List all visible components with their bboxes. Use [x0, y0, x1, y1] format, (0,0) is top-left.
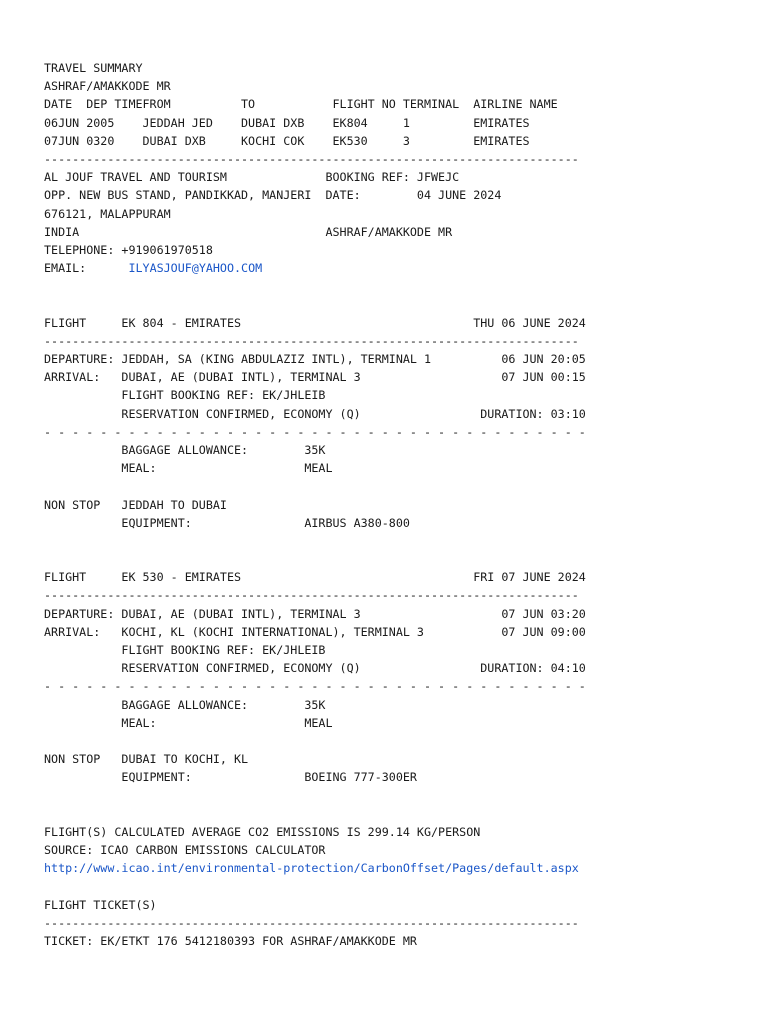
doc-title: TRAVEL SUMMARY [44, 61, 143, 75]
itinerary-header-row: DATE DEP TIMEFROM TO FLIGHT NO TERMINAL AIRLINE NAME [44, 97, 558, 112]
flight-booking-ref: FLIGHT BOOKING REF: EK/JHLEIB [44, 643, 326, 657]
flight-equipment: EQUIPMENT: BOEING 777-300ER [44, 770, 417, 785]
passenger-name: ASHRAF/AMAKKODE MR [44, 79, 171, 94]
spacer [44, 550, 586, 568]
email-label: EMAIL: [44, 261, 129, 276]
flight-arrival: ARRIVAL: KOCHI, KL (KOCHI INTERNATIONAL), TERMINAL 3 07 JUN 09:00 [44, 624, 586, 639]
divider: ---------------------------------------------------------------------------- [44, 588, 579, 603]
agency-line: 676121, MALAPPURAM [44, 206, 171, 221]
flight-baggage: BAGGAGE ALLOWANCE: 35K [44, 442, 326, 457]
flight-booking-ref: FLIGHT BOOKING REF: EK/JHLEIB [44, 388, 326, 403]
divider: ---------------------------------------------------------------------------- [44, 333, 579, 348]
agency-line: INDIA ASHRAF/AMAKKODE MR [44, 224, 453, 239]
divider: ---------------------------------------------------------------------------- [44, 151, 579, 166]
spacer [44, 477, 586, 495]
flight-departure: DEPARTURE: JEDDAH, SA (KING ABDULAZIZ INTL), TERMINAL 1 06 JUN 20:05 [44, 352, 586, 366]
icao-link[interactable]: http://www.icao.int/environmental-protection/CarbonOffset/Pages/default.aspx [44, 861, 579, 876]
flight-equipment: EQUIPMENT: AIRBUS A380-800 [44, 515, 410, 530]
flight-reservation: RESERVATION CONFIRMED, ECONOMY (Q) DURATION: 03:10 [44, 406, 586, 421]
spacer [44, 532, 586, 550]
email-link[interactable]: ILYASJOUF@YAHOO.COM [128, 261, 263, 276]
itinerary-row: 06JUN 2005 JEDDAH JED DUBAI DXB EK804 1 EMIRATES [44, 115, 530, 130]
divider: ---------------------------------------------------------------------------- [44, 915, 579, 930]
flight-title: FLIGHT EK 804 - EMIRATES THU 06 JUNE 2024 [44, 315, 586, 330]
flight-baggage: BAGGAGE ALLOWANCE: 35K [44, 697, 326, 712]
spacer [44, 877, 586, 895]
flight-route: NON STOP DUBAI TO KOCHI, KL [44, 752, 249, 767]
flight-departure: DEPARTURE: DUBAI, AE (DUBAI INTL), TERMINAL 3 07 JUN 03:20 [44, 606, 586, 621]
agency-line: OPP. NEW BUS STAND, PANDIKKAD, MANJERI DATE: 04 JUNE 2024 [44, 188, 502, 203]
emissions-statement: FLIGHT(S) CALCULATED AVERAGE CO2 EMISSIONS IS 299.14 KG/PERSON [44, 824, 481, 839]
dashed-divider: - - - - - - - - - - - - - - - - - - - - - - - - - - - - - - - - - - - - - - - [44, 424, 586, 439]
spacer [44, 277, 586, 295]
emissions-source: SOURCE: ICAO CARBON EMISSIONS CALCULATOR [44, 843, 326, 858]
flight-route: NON STOP JEDDAH TO DUBAI [44, 497, 227, 512]
itinerary-row: 07JUN 0320 DUBAI DXB KOCHI COK EK530 3 EMIRATES [44, 133, 530, 148]
agency-telephone: TELEPHONE: +919061970518 [44, 242, 213, 257]
travel-summary-document [44, 59, 586, 950]
flight-arrival: ARRIVAL: DUBAI, AE (DUBAI INTL), TERMINAL 3 07 JUN 00:15 [44, 370, 586, 385]
spacer [44, 787, 586, 805]
spacer [44, 732, 586, 750]
flight-title: FLIGHT EK 530 - EMIRATES FRI 07 JUNE 2024 [44, 570, 586, 585]
flight-meal: MEAL: MEAL [44, 715, 333, 730]
flight-meal: MEAL: MEAL [44, 461, 333, 476]
agency-email-row [44, 259, 586, 277]
spacer [44, 805, 586, 823]
spacer [44, 295, 586, 313]
dashed-divider: - - - - - - - - - - - - - - - - - - - - - - - - - - - - - - - - - - - - - - - [44, 679, 586, 694]
ticket-line: TICKET: EK/ETKT 176 5412180393 FOR ASHRAF/AMAKKODE MR [44, 934, 417, 948]
agency-line: AL JOUF TRAVEL AND TOURISM BOOKING REF: JFWEJC [44, 170, 460, 185]
tickets-title: FLIGHT TICKET(S) [44, 897, 157, 912]
flight-reservation: RESERVATION CONFIRMED, ECONOMY (Q) DURATION: 04:10 [44, 661, 586, 676]
